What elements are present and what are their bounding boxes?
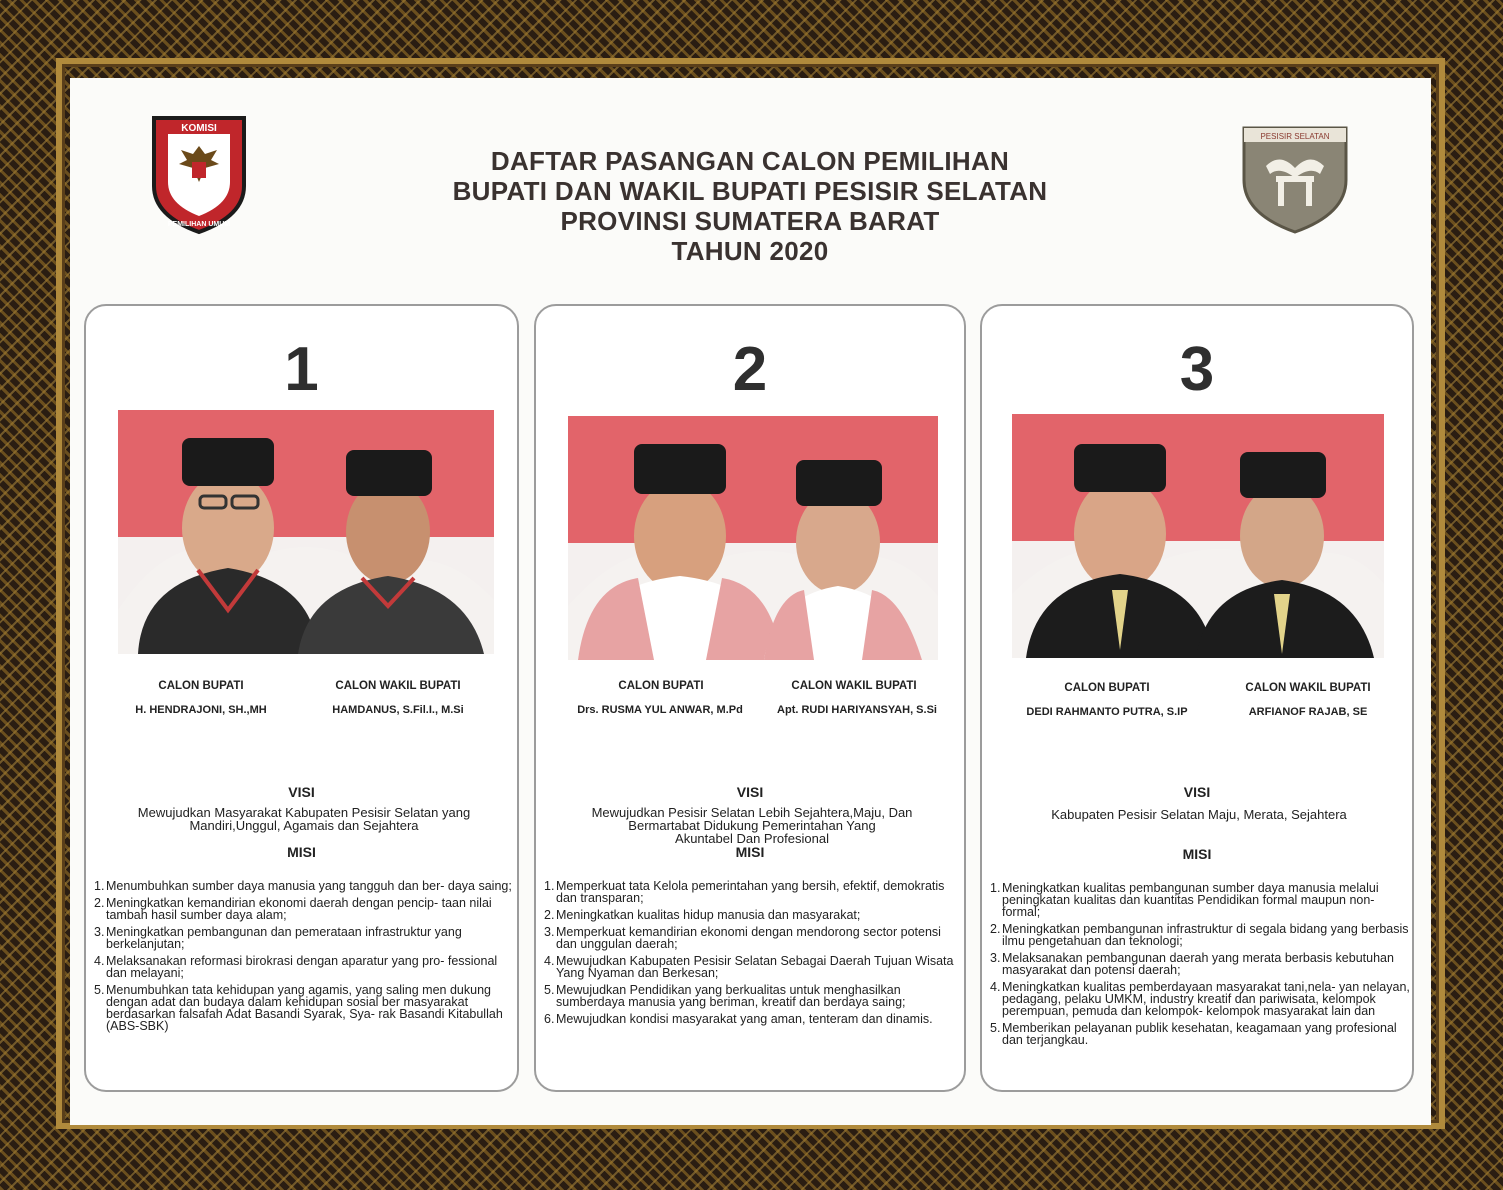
bupati-name: Drs. RUSMA YUL ANWAR, M.Pd	[577, 704, 743, 716]
bupati-name: H. HENDRAJONI, SH.,MH	[135, 704, 267, 716]
role-label-wakil: CALON WAKIL BUPATI	[335, 680, 461, 692]
misi-item	[94, 926, 512, 950]
misi-num: 2.	[990, 922, 1001, 936]
misi-item	[990, 952, 1410, 976]
misi-text: Mewujudkan Kabupaten Pesisir Selatan Sebagai Daerah Tujuan Wisata Yang Nyaman dan Berkesan;	[556, 954, 954, 980]
misi-item	[990, 1022, 1410, 1046]
misi-item	[544, 926, 964, 950]
candidate-card-3	[980, 304, 1414, 1092]
visi-heading: VISI	[288, 784, 315, 800]
misi-text: Meningkatkan kualitas hidup manusia dan masyarakat;	[556, 908, 861, 922]
misi-num: 4.	[94, 954, 105, 968]
misi-item	[990, 923, 1410, 947]
misi-text: Meningkatkan pembangunan infrastruktur di segala bidang yang berbasis ilmu pengetahuan dan teknologi;	[1002, 922, 1409, 948]
candidate-number: 3	[1179, 335, 1215, 404]
visi-line: Mewujudkan Masyarakat Kabupaten Pesisir Selatan yang	[137, 805, 471, 820]
misi-text: Memberikan pelayanan publik kesehatan, keagamaan yang profesional dan terjangkau.	[1002, 1021, 1397, 1047]
misi-item	[990, 981, 1410, 1017]
misi-num: 3.	[544, 925, 555, 939]
candidate-card-1	[84, 304, 519, 1092]
kpu-logo-text-top: KOMISI	[181, 123, 217, 134]
misi-text: Memperkuat kemandirian ekonomi dengan mendorong sector potensi dan unggulan daerah;	[556, 925, 941, 951]
visi-line: Kabupaten Pesisir Selatan Maju, Merata, Sejahtera	[1051, 807, 1347, 822]
misi-item	[544, 984, 964, 1008]
role-label-wakil: CALON WAKIL BUPATI	[791, 680, 917, 692]
misi-text: Meningkatkan pembangunan dan pemerataan infrastruktur yang berkelanjutan;	[106, 925, 462, 951]
pesisir-logo-text: PESISIR SELATAN	[1260, 132, 1330, 141]
title-line-4: TAHUN 2020	[671, 236, 829, 266]
misi-text: Menumbuhkan tata kehidupan yang agamis, yang saling men dukung dengan adat dan budaya dalam kehidupan sosial ber masyarakat berdasarkan falsafah Adat Basandi Syarak, Sya- rak Basandi Kitabullah (ABS-SBK)	[106, 983, 503, 1033]
misi-text: Meningkatkan kemandirian ekonomi daerah dengan pencip- taan nilai tambah hasil sumber daya alam;	[106, 896, 492, 922]
title-line-2: BUPATI DAN WAKIL BUPATI PESISIR SELATAN	[452, 176, 1048, 206]
misi-num: 4.	[990, 980, 1001, 994]
misi-list	[94, 880, 512, 1037]
poster-title	[380, 146, 1120, 266]
role-label-bupati: CALON BUPATI	[158, 680, 244, 692]
misi-num: 1.	[990, 881, 1001, 895]
misi-num: 5.	[544, 983, 555, 997]
misi-num: 3.	[94, 925, 105, 939]
pesisir-selatan-logo	[1240, 122, 1350, 234]
wakil-name: ARFIANOF RAJAB, SE	[1248, 706, 1368, 718]
misi-text: Memperkuat tata Kelola pemerintahan yang bersih, efektif, demokratis dan transparan;	[556, 879, 945, 905]
bupati-name: DEDI RAHMANTO PUTRA, S.IP	[1026, 706, 1188, 718]
misi-item	[544, 1013, 964, 1025]
misi-item	[94, 984, 512, 1032]
role-label-bupati: CALON BUPATI	[618, 680, 704, 692]
misi-num: 6.	[544, 1012, 555, 1026]
misi-num: 1.	[544, 879, 555, 893]
misi-text: Meningkatkan kualitas pemberdayaan masyarakat tani,nela- yan nelayan, pedagang, pelaku UMKM, industry kreatif dan pariwisata, kelompok perempuan, pemuda dan kelompok- kelompok masyarakat lain dan	[1002, 980, 1410, 1018]
misi-item	[544, 880, 964, 904]
misi-text: Melaksanakan reformasi birokrasi dengan aparatur yang pro- fessional dan melayani;	[106, 954, 498, 980]
candidate-number: 1	[284, 335, 319, 404]
candidate-photo	[1012, 414, 1384, 658]
visi-line: Mewujudkan Pesisir Selatan Lebih Sejahtera,Maju, Dan	[591, 805, 913, 820]
misi-num: 5.	[990, 1021, 1001, 1035]
misi-num: 2.	[544, 908, 555, 922]
misi-num: 4.	[544, 954, 555, 968]
visi-heading: VISI	[1183, 784, 1211, 800]
misi-list	[990, 882, 1410, 1051]
candidate-card-2	[534, 304, 966, 1092]
kpu-logo-text-bottom: PEMILIHAN UMUM	[167, 221, 231, 228]
visi-text	[104, 806, 504, 832]
candidate-photo	[568, 416, 938, 660]
role-label-bupati: CALON BUPATI	[1064, 682, 1150, 694]
misi-item	[544, 909, 964, 921]
title-line-1: DAFTAR PASANGAN CALON PEMILIHAN	[490, 146, 1010, 176]
misi-list	[544, 880, 964, 1030]
candidate-number: 2	[732, 335, 768, 404]
misi-heading: MISI	[735, 844, 765, 860]
visi-heading: VISI	[736, 784, 764, 800]
misi-item	[990, 882, 1410, 918]
misi-num: 3.	[990, 951, 1001, 965]
misi-text: Menumbuhkan sumber daya manusia yang tangguh dan ber- daya saing;	[106, 879, 512, 893]
misi-text: Mewujudkan Pendidikan yang berkualitas untuk menghasilkan sumberdaya manusia yang beriman, kreatif dan berdaya saing;	[556, 983, 906, 1009]
misi-text: Meningkatkan kualitas pembangunan sumber daya manusia melalui peningkatan kualitas dan kuantitas Pendidikan formal maupun non-formal;	[1002, 881, 1379, 919]
misi-text: Melaksanakan pembangunan daerah yang merata berbasis kebutuhan masyarakat dan potensi daerah;	[1002, 951, 1394, 977]
visi-line: Bermartabat Didukung Pemerintahan Yang	[628, 818, 876, 833]
misi-heading: MISI	[1182, 846, 1212, 862]
visi-text	[999, 808, 1399, 821]
visi-line: Akuntabel Dan Profesional	[675, 831, 829, 846]
visi-line: Mandiri,Unggul, Agamais dan Sejahtera	[189, 818, 419, 833]
misi-item	[544, 955, 964, 979]
misi-item	[94, 880, 512, 892]
misi-num: 2.	[94, 896, 105, 910]
misi-item	[94, 897, 512, 921]
role-label-wakil: CALON WAKIL BUPATI	[1245, 682, 1371, 694]
title-line-3: PROVINSI SUMATERA BARAT	[560, 206, 940, 236]
kpu-logo	[146, 112, 252, 236]
wakil-name: HAMDANUS, S.Fil.I., M.Si	[332, 704, 464, 716]
visi-text	[552, 806, 952, 845]
candidate-photo	[118, 410, 494, 654]
misi-item	[94, 955, 512, 979]
misi-num: 5.	[94, 983, 105, 997]
wakil-name: Apt. RUDI HARIYANSYAH, S.Si	[777, 704, 937, 716]
misi-heading: MISI	[287, 844, 316, 860]
misi-text: Mewujudkan kondisi masyarakat yang aman, tenteram dan dinamis.	[556, 1012, 933, 1026]
misi-num: 1.	[94, 879, 105, 893]
